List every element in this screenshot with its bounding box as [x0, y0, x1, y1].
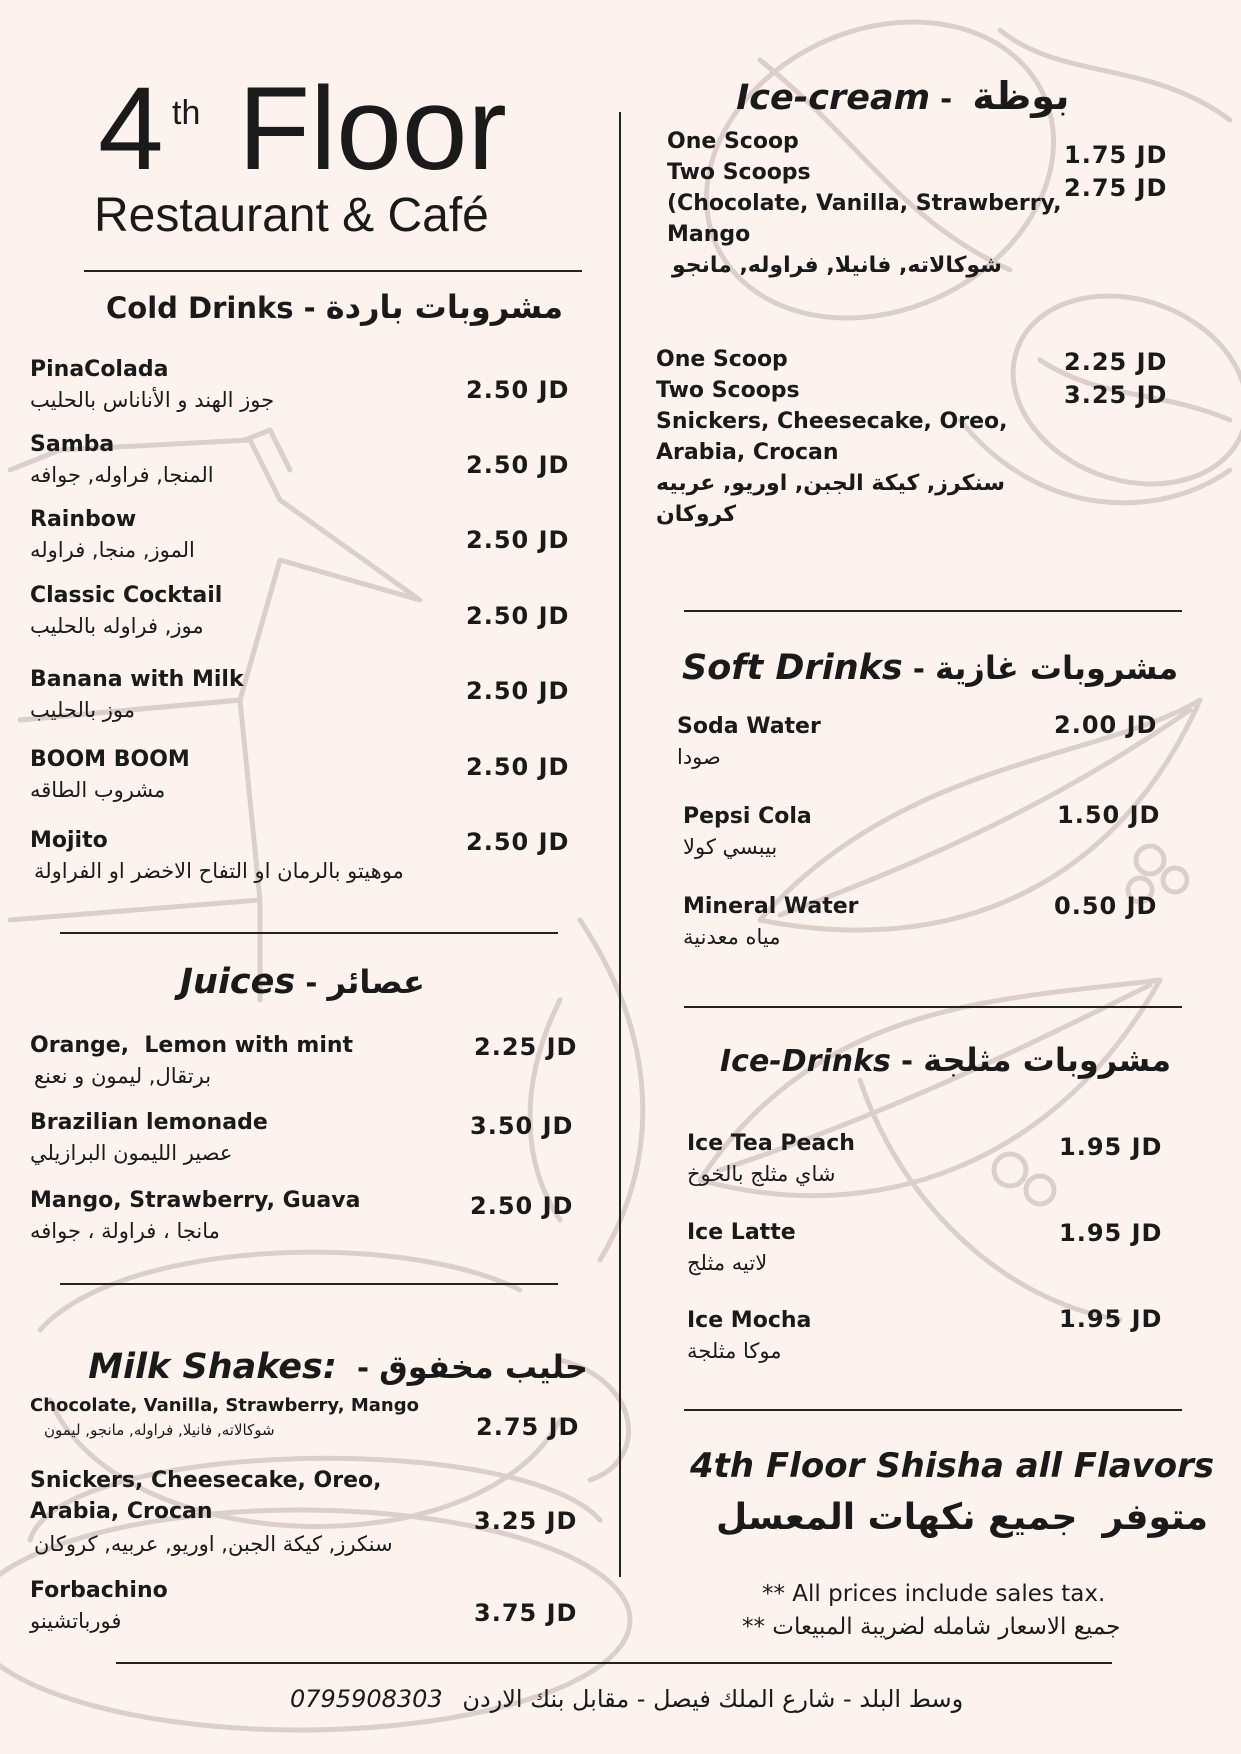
cold-drink-ar: مشروب الطاقه [30, 778, 166, 802]
ice-cream-line: (Chocolate, Vanilla, Strawberry, [667, 191, 1062, 216]
juice-ar: عصير الليمون البرازيلي [30, 1141, 233, 1165]
soft-drinks-title [682, 648, 1178, 688]
cold-drink-price: 2.50 JD [466, 602, 570, 630]
cold-drinks-title [106, 288, 563, 326]
ice-cream-line: Arabia, Crocan [656, 440, 839, 465]
tax-note-en: ** All prices include sales tax. [762, 1581, 1106, 1607]
milk-shake-ar: شوكالاته, فانيلا, فراوله, مانجو, ليمون [44, 1421, 275, 1439]
cold-drink-price: 2.50 JD [466, 376, 570, 404]
tax-note-ar: جميع الاسعار شامله لضريبة المبيعات ** [742, 1614, 1121, 1640]
juice-price: 2.50 JD [470, 1192, 574, 1220]
soft-drink-price: 0.50 JD [1054, 892, 1158, 920]
ice-cream-line: Two Scoops [656, 378, 800, 403]
ice-cream-ar: كروكان [656, 502, 736, 527]
logo-numeral: 4 [98, 63, 164, 195]
title-separator: - [295, 966, 328, 1000]
ice-drink-price: 1.95 JD [1059, 1305, 1163, 1333]
juice-price: 2.25 JD [474, 1033, 578, 1061]
title-separator: - [890, 1044, 924, 1078]
ice-cream-price: 3.25 JD [1064, 381, 1168, 409]
ice-drink-price: 1.95 JD [1059, 1219, 1163, 1247]
juice-ar: مانجا ، فراولة ، جوافه [30, 1219, 220, 1243]
milk-shake-price: 2.75 JD [476, 1413, 580, 1441]
ice-cream-line: One Scoop [667, 129, 799, 154]
ice-cream-line: One Scoop [656, 347, 788, 372]
cold-drinks-title-en: Cold Drinks - [106, 291, 326, 325]
ice-cream-title-ar: بوظة [972, 74, 1070, 118]
cold-drinks-title-ar: مشروبات باردة [325, 288, 564, 326]
cold-drink-price: 2.50 JD [466, 753, 570, 781]
milk-shake-price: 3.75 JD [474, 1599, 578, 1627]
cold-drink-name: Mojito [30, 828, 108, 853]
logo-word: Floor [238, 63, 507, 195]
ice-drink-ar: لاتيه مثلج [687, 1251, 768, 1275]
milk-shake-name: Chocolate, Vanilla, Strawberry, Mango [30, 1395, 419, 1416]
cold-drink-ar: موز, فراوله بالحليب [30, 614, 204, 638]
shisha-title-en: 4th Floor Shisha all Flavors [690, 1446, 1215, 1486]
ice-cream-title [716, 40, 1069, 118]
soft-drink-ar: مياه معدنية [683, 925, 781, 949]
cold-drink-ar: الموز, منجا, فراوله [30, 538, 195, 562]
cold-drink-ar: المنجا, فراوله, جوافه [30, 463, 214, 487]
juice-name: Orange, Lemon with mint [30, 1033, 354, 1058]
cold-drink-ar: موهيتو بالرمان او التفاح الاخضر او الفراولة [34, 859, 404, 883]
title-separator: - [930, 82, 973, 116]
cold-drink-price: 2.50 JD [466, 677, 570, 705]
ice-drink-name: Ice Mocha [687, 1308, 812, 1333]
milk-shake-ar: سنكرز, كيكة الجبن, اوريو, عربيه, كروكان [34, 1532, 393, 1556]
ice-drink-ar: موكا مثلجة [687, 1339, 782, 1363]
soft-drink-name: Pepsi Cola [683, 804, 812, 829]
juice-price: 3.50 JD [470, 1112, 574, 1140]
cold-drink-price: 2.50 JD [466, 526, 570, 554]
soft-drink-ar: صودا [677, 745, 721, 769]
soft-drink-name: Soda Water [677, 714, 821, 739]
ice-drink-ar: شاي مثلج بالخوخ [687, 1162, 836, 1186]
soft-drink-price: 1.50 JD [1057, 801, 1161, 829]
ice-drink-name: Ice Latte [687, 1220, 796, 1245]
ice-cream-ar: شوكالاته, فانيلا, فراوله, مانجو [672, 253, 1002, 278]
column-divider [619, 112, 621, 1577]
ice-cream-price: 2.25 JD [1064, 348, 1168, 376]
cold-drink-name: PinaColada [30, 357, 169, 382]
ice-drinks-title-ar: مشروبات مثلجة [923, 1041, 1172, 1079]
juice-ar: برتقال, ليمون و نعنع [34, 1064, 212, 1088]
ice-drink-name: Ice Tea Peach [687, 1131, 855, 1156]
ice-cream-line: Mango [667, 222, 751, 247]
divider [60, 1283, 558, 1285]
ice-cream-price: 1.75 JD [1064, 141, 1168, 169]
ice-drinks-title-en: Ice-Drinks [720, 1044, 891, 1079]
footer-address [290, 1685, 963, 1713]
milk-shake-ar: فورباتشينو [30, 1609, 122, 1633]
shisha-title-ar: متوفر جميع نكهات المعسل [716, 1497, 1209, 1538]
ice-drinks-title [720, 1041, 1171, 1079]
juices-title-en: Juices [180, 962, 296, 1002]
footer-phone: 0795908303 [290, 1685, 443, 1713]
soft-drinks-title-en: Soft Drinks [682, 648, 903, 688]
cold-drink-name: Classic Cocktail [30, 583, 223, 608]
divider [684, 1006, 1182, 1008]
title-separator: - [336, 1351, 380, 1385]
divider [684, 1409, 1182, 1411]
cold-drink-ar: موز بالحليب [30, 698, 136, 722]
ice-cream-price: 2.75 JD [1064, 174, 1168, 202]
ice-cream-line: Snickers, Cheesecake, Oreo, [656, 409, 1008, 434]
cold-drink-price: 2.50 JD [466, 828, 570, 856]
ice-cream-ar: سنكرز, كيكة الجبن, اوريو, عربيه [656, 471, 1006, 496]
title-separator: - [902, 652, 935, 686]
cold-drink-name: Banana with Milk [30, 667, 244, 692]
soft-drinks-title-ar: مشروبات غازية [934, 649, 1179, 687]
ice-drink-price: 1.95 JD [1059, 1133, 1163, 1161]
milk-shake-name: Snickers, Cheesecake, Oreo, [30, 1468, 382, 1493]
cold-drink-name: Rainbow [30, 507, 137, 532]
milk-shakes-title [68, 1313, 588, 1387]
milk-shakes-title-en: Milk Shakes: [88, 1347, 337, 1387]
divider [84, 270, 582, 272]
divider [684, 610, 1182, 612]
milk-shake-name: Arabia, Crocan [30, 1499, 213, 1524]
juice-name: Brazilian lemonade [30, 1110, 268, 1135]
cold-drink-name: BOOM BOOM [30, 747, 190, 772]
juices-title-ar: عصائر [327, 963, 425, 1001]
cold-drink-ar: جوز الهند و الأناناس بالحليب [30, 388, 275, 412]
divider [60, 932, 558, 934]
milk-shake-name: Forbachino [30, 1578, 168, 1603]
juices-title [180, 962, 425, 1002]
ice-cream-title-en: Ice-cream [736, 78, 931, 118]
juice-name: Mango, Strawberry, Guava [30, 1188, 361, 1213]
cold-drink-name: Samba [30, 432, 115, 457]
milk-shakes-title-ar: حليب مخفوق [379, 1348, 588, 1386]
logo-subtitle: Restaurant & Café [94, 189, 489, 242]
footer-address-text: وسط البلد - شارع الملك فيصل - مقابل بنك الاردن [462, 1685, 964, 1713]
ice-cream-line: Two Scoops [667, 160, 811, 185]
soft-drink-name: Mineral Water [683, 894, 859, 919]
divider [116, 1662, 1112, 1664]
cold-drink-price: 2.50 JD [466, 451, 570, 479]
logo-suffix: th [172, 94, 201, 132]
milk-shake-price: 3.25 JD [474, 1507, 578, 1535]
soft-drink-ar: بيبسي كولا [683, 835, 778, 859]
soft-drink-price: 2.00 JD [1054, 711, 1158, 739]
